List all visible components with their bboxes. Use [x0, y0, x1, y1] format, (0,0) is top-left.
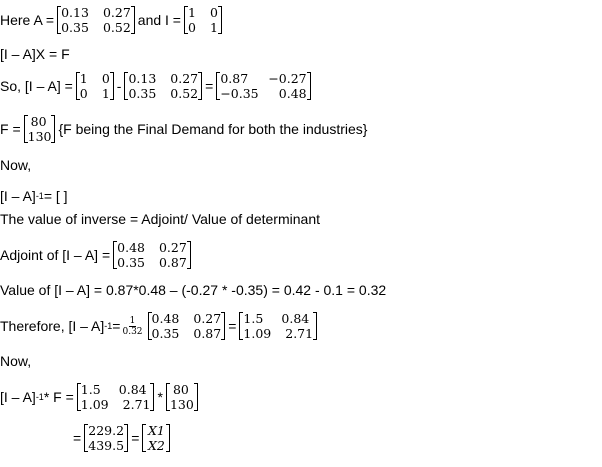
cell: 0.35 — [151, 326, 180, 341]
cell: 2.71 — [122, 397, 151, 412]
text: The value of inverse = Adjoint/ Value of determinant — [0, 211, 320, 227]
text: Therefore, [I – A] — [0, 318, 105, 334]
cell: 130 — [169, 397, 194, 412]
fraction — [122, 316, 142, 337]
cell: X2 — [147, 438, 165, 453]
cell: 0.13 — [128, 71, 157, 86]
line-determinant — [0, 272, 386, 308]
matrix-result — [84, 423, 128, 453]
cell: 2.71 — [285, 326, 314, 341]
cell: 0.27 — [193, 311, 222, 326]
cell: 1 — [79, 71, 88, 86]
text: F = — [0, 121, 21, 137]
matrix-f — [166, 382, 198, 412]
cell: 0.87 — [158, 255, 187, 270]
text: * — [157, 389, 163, 405]
line-final-demand — [0, 111, 367, 147]
cell: 0 — [79, 86, 88, 101]
line-therefore: Therefore, [I – A] -1 = $\frac{1}{0.32}$ 0.48 0.27 0.35 0.87 = 1.5 0.84 1.09 2.71 — [0, 308, 320, 344]
text: = — [131, 430, 140, 446]
text: = — [73, 430, 82, 446]
cell: 0 — [101, 71, 110, 86]
matrix-result — [216, 71, 310, 101]
numerator: 1 — [129, 315, 136, 326]
cell: 0.48 — [117, 240, 145, 255]
matrix-adjoint — [113, 240, 191, 270]
cell: 0.87 — [193, 326, 222, 341]
cell: 0.27 — [102, 5, 131, 20]
cell: −0.27 — [268, 71, 307, 86]
line-inverse-formula — [0, 201, 320, 237]
cell: 0.52 — [170, 86, 199, 101]
text: Here A = — [0, 12, 55, 28]
matrix-inverse — [239, 311, 317, 341]
line-result — [73, 420, 173, 456]
cell: 1.5 — [243, 311, 264, 326]
cell: 1 — [187, 5, 196, 20]
text: = — [228, 318, 237, 334]
text: - — [116, 78, 122, 94]
line-i-minus-a — [0, 68, 314, 104]
matrix-adjoint — [148, 311, 226, 341]
matrix-a — [57, 5, 135, 35]
cell: 0.27 — [158, 240, 187, 255]
cell: 0.84 — [281, 311, 310, 326]
text: [I – A]X = F — [0, 46, 70, 62]
matrix-x — [142, 423, 170, 453]
matrix-f — [24, 114, 56, 144]
cell: 1 — [210, 20, 218, 35]
text: = [ ] — [43, 188, 68, 204]
cell: 1.5 — [80, 382, 101, 397]
text: = — [112, 318, 121, 334]
text: Value of [I – A] = 0.87*0.48 – (-0.27 * -0.35) = 0.42 - 0.1 = 0.32 — [0, 282, 387, 298]
cell: 439.5 — [88, 438, 125, 453]
text: [I – A] — [0, 188, 36, 204]
text: Adjoint of [I – A] = — [0, 247, 111, 263]
cell: 0.48 — [151, 311, 180, 326]
cell: −0.35 — [220, 86, 259, 101]
cell: X1 — [147, 423, 165, 438]
text: = — [205, 78, 214, 94]
line-now-2 — [0, 343, 31, 379]
cell: 1 — [101, 86, 110, 101]
cell: 0.87 — [220, 71, 249, 86]
text: and I = — [137, 12, 181, 28]
cell: 0.35 — [61, 20, 89, 35]
cell: 0.35 — [117, 255, 145, 270]
cell: 0 — [187, 20, 196, 35]
line-define-a-i — [0, 2, 225, 38]
text: Now, — [0, 157, 32, 173]
matrix-a — [124, 71, 202, 101]
cell: 0.48 — [278, 86, 307, 101]
cell: 0.35 — [128, 86, 157, 101]
line-inverse-empty: [I – A] -1 = [ ] — [0, 188, 68, 204]
matrix-i — [184, 5, 222, 35]
cell: 229.2 — [88, 423, 125, 438]
cell: 1.09 — [80, 397, 109, 412]
cell: 0.13 — [61, 5, 89, 20]
cell: 1.09 — [243, 326, 272, 341]
text: Now, — [0, 353, 32, 369]
matrix-i — [76, 71, 114, 101]
text: {F being the Final Demand for both the industries} — [58, 121, 368, 137]
cell: 0.84 — [118, 382, 147, 397]
cell: 80 — [30, 114, 47, 129]
text: So, [I – A] = — [0, 78, 73, 94]
denominator: 0.32 — [122, 326, 143, 337]
text: * F = — [43, 389, 74, 405]
text: [I – A] — [0, 389, 36, 405]
cell: 0 — [210, 5, 218, 20]
cell: 0.27 — [170, 71, 199, 86]
cell: 80 — [172, 382, 189, 397]
line-adjoint — [0, 237, 194, 273]
line-equation — [0, 36, 70, 72]
cell: 0.52 — [102, 20, 131, 35]
line-multiply: [I – A] -1 * F = 1.5 0.84 1.09 2.71 * 80 130 — [0, 379, 201, 415]
matrix-inverse — [77, 382, 155, 412]
cell: 130 — [27, 129, 52, 144]
